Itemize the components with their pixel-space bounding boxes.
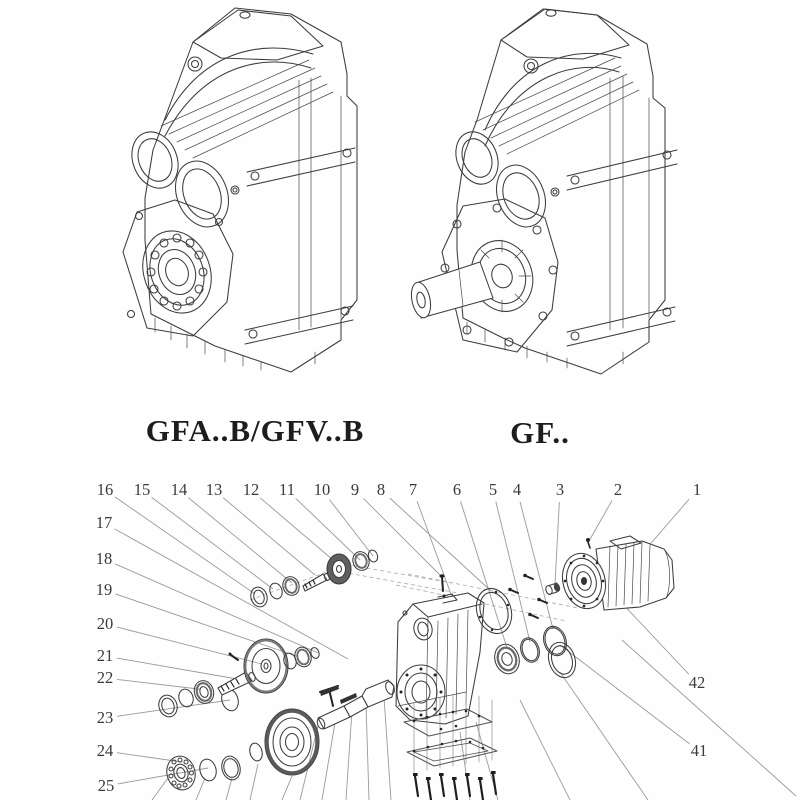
callout-19: 19 bbox=[95, 580, 113, 599]
callout-22: 22 bbox=[96, 668, 114, 687]
cover-bolts bbox=[413, 771, 496, 800]
callout-10: 10 bbox=[313, 480, 331, 499]
callout-13: 13 bbox=[205, 480, 223, 499]
leader-line bbox=[117, 627, 262, 664]
leader-line bbox=[223, 498, 315, 575]
callout-5: 5 bbox=[488, 480, 498, 499]
callout-15: 15 bbox=[133, 480, 151, 499]
callout-9: 9 bbox=[350, 480, 360, 499]
callout-7: 7 bbox=[408, 480, 418, 499]
callout-25: 25 bbox=[97, 776, 115, 795]
leader-line bbox=[520, 700, 570, 800]
leader-line bbox=[417, 501, 452, 597]
leader-line bbox=[117, 658, 237, 679]
callout-16: 16 bbox=[96, 480, 114, 499]
leader-line bbox=[560, 645, 689, 744]
leader-line bbox=[329, 499, 373, 556]
leader-line bbox=[115, 497, 255, 594]
callout-4: 4 bbox=[512, 480, 522, 499]
gearbox-shaft-mounted-drawing bbox=[123, 8, 357, 372]
leader-line bbox=[620, 601, 689, 674]
bearing-balls bbox=[147, 234, 207, 310]
callout-23: 23 bbox=[96, 708, 114, 727]
leader-line bbox=[152, 497, 273, 589]
callout-24: 24 bbox=[96, 741, 114, 760]
motor-drawing bbox=[556, 536, 674, 613]
callout-42: 42 bbox=[688, 673, 706, 692]
callout-41: 41 bbox=[690, 741, 708, 760]
leader-line bbox=[346, 710, 352, 800]
figure-left-drawing bbox=[95, 0, 395, 398]
motor-bolt bbox=[586, 538, 590, 548]
leader-line bbox=[560, 672, 648, 800]
leader-line bbox=[520, 502, 553, 629]
leader-line bbox=[260, 498, 340, 566]
intermediate-shaft-parts bbox=[156, 639, 338, 719]
leader-line bbox=[152, 778, 168, 800]
input-shaft-parts bbox=[248, 549, 379, 609]
housing-top-bolt bbox=[439, 574, 444, 591]
leader-line bbox=[282, 776, 292, 800]
callout-14: 14 bbox=[170, 480, 188, 499]
callout-6: 6 bbox=[452, 480, 462, 499]
callout-20: 20 bbox=[96, 614, 114, 633]
leader-line bbox=[114, 529, 348, 659]
callout-12: 12 bbox=[242, 480, 260, 499]
leader-line bbox=[296, 498, 360, 560]
leader-line bbox=[366, 703, 369, 800]
leader-line bbox=[250, 764, 258, 800]
leader-line bbox=[496, 502, 530, 642]
leader-line bbox=[188, 498, 292, 583]
callout-3: 3 bbox=[555, 480, 565, 499]
leader-line bbox=[555, 502, 559, 584]
figure-right-drawing bbox=[405, 0, 705, 392]
callout-21: 21 bbox=[96, 646, 114, 665]
gearbox-flange-drawing bbox=[408, 9, 677, 374]
callout-11: 11 bbox=[279, 480, 295, 499]
leader-line bbox=[622, 640, 796, 796]
callout-18: 18 bbox=[95, 549, 113, 568]
leader-line bbox=[196, 778, 205, 800]
leader-line bbox=[226, 778, 232, 800]
callout-17: 17 bbox=[95, 513, 113, 532]
callout-1: 1 bbox=[692, 480, 702, 499]
callout-8: 8 bbox=[376, 480, 386, 499]
figure-label-left: GFA..B/GFV..B bbox=[145, 413, 365, 448]
figure-label-right: GF.. bbox=[510, 415, 570, 450]
callout-2: 2 bbox=[613, 480, 623, 499]
leader-line bbox=[117, 679, 207, 690]
leader-line bbox=[384, 697, 391, 800]
exploded-view-drawing bbox=[0, 470, 800, 800]
leader-line bbox=[589, 500, 612, 541]
